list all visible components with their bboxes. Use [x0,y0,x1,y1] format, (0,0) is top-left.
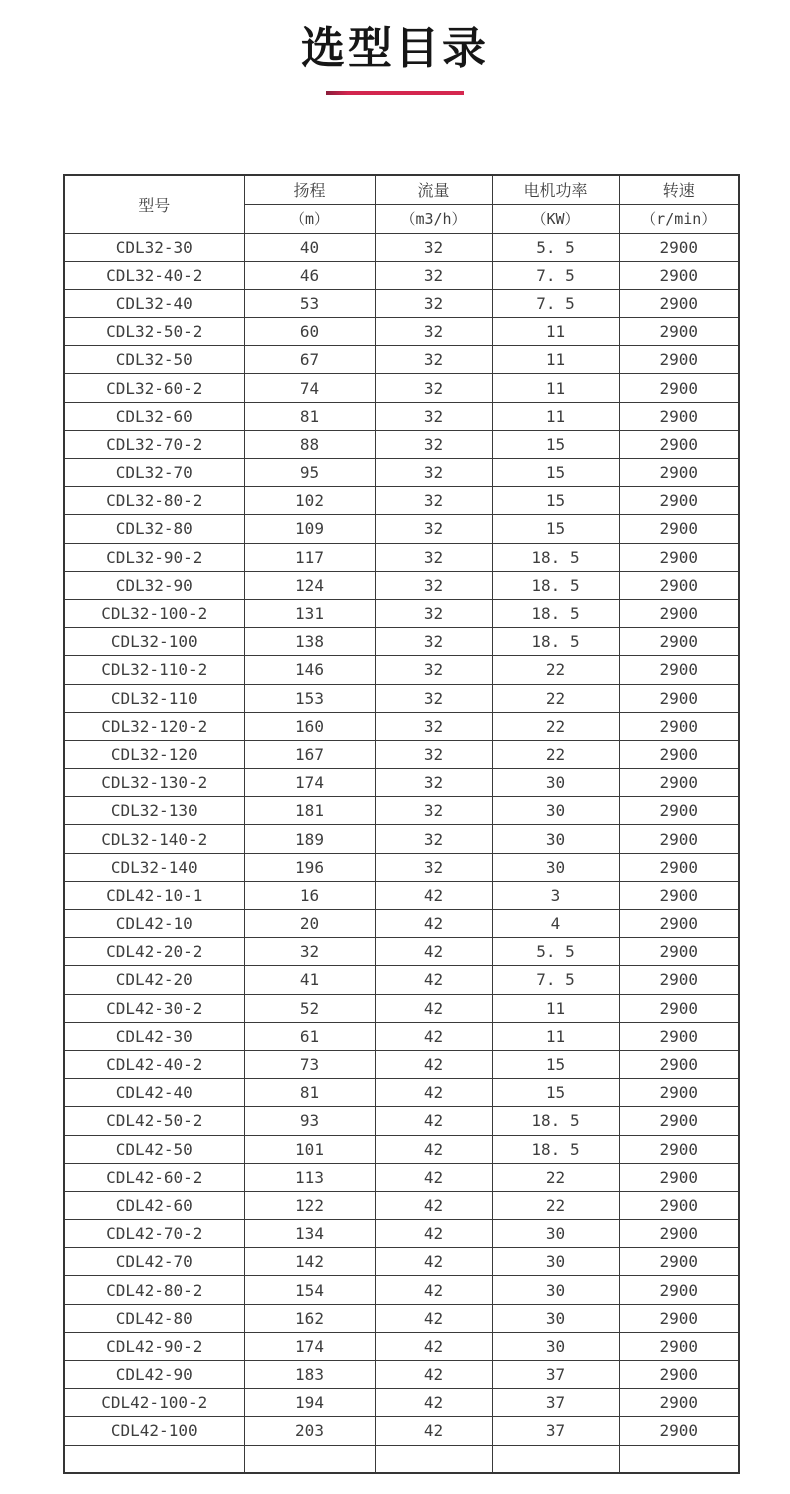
cell-head: 95 [244,459,375,487]
cell-model: CDL42-20-2 [64,938,244,966]
cell-flow: 32 [375,261,492,289]
cell-flow: 32 [375,430,492,458]
cell-flow: 42 [375,1389,492,1417]
cell-flow: 42 [375,1050,492,1078]
cell-model: CDL32-110-2 [64,656,244,684]
cell-speed: 2900 [619,1163,739,1191]
cell-speed: 2900 [619,656,739,684]
cell-speed: 2900 [619,233,739,261]
page-title: 选型目录 [301,24,489,73]
cell-model: CDL42-90 [64,1361,244,1389]
cell-flow: 42 [375,1135,492,1163]
table-row [64,402,739,430]
cell-flow: 42 [375,994,492,1022]
cell-flow: 42 [375,1220,492,1248]
cell-power: 11 [492,318,619,346]
cell-model: CDL32-60-2 [64,374,244,402]
cell-head: 174 [244,769,375,797]
table-row [64,318,739,346]
cell-power: 18. 5 [492,628,619,656]
cell-model: CDL42-60 [64,1191,244,1219]
cell-flow: 42 [375,966,492,994]
cell-speed: 2900 [619,740,739,768]
table-row [64,1220,739,1248]
cell-model: CDL42-100 [64,1417,244,1445]
cell-flow: 42 [375,938,492,966]
cell-head: 189 [244,825,375,853]
cell-power: 30 [492,825,619,853]
cell-flow: 32 [375,571,492,599]
cell-flow: 32 [375,656,492,684]
cell-flow: 42 [375,1304,492,1332]
cell-speed: 2900 [619,853,739,881]
cell-speed: 2900 [619,938,739,966]
title-underline-accent [326,91,464,95]
cell-power: 11 [492,346,619,374]
cell-flow: 32 [375,402,492,430]
cell-speed: 2900 [619,543,739,571]
cell-head: 146 [244,656,375,684]
cell-flow: 42 [375,1107,492,1135]
cell-flow: 42 [375,1248,492,1276]
cell-speed: 2900 [619,1276,739,1304]
cell-power: 37 [492,1389,619,1417]
cell-head: 134 [244,1220,375,1248]
cell-flow: 42 [375,1022,492,1050]
cell-power: 15 [492,487,619,515]
cell-model: CDL42-50 [64,1135,244,1163]
cell-speed: 2900 [619,684,739,712]
cell-power: 30 [492,853,619,881]
table-row [64,853,739,881]
column-header-power: 电机功率 [492,175,619,204]
column-header-speed: 转速 [619,175,739,204]
cell-model: CDL42-100-2 [64,1389,244,1417]
cell-head: 52 [244,994,375,1022]
cell-power: 15 [492,459,619,487]
cell-head: 203 [244,1417,375,1445]
cell-model: CDL32-90 [64,571,244,599]
cell-model: CDL42-50-2 [64,1107,244,1135]
cell-power: 22 [492,656,619,684]
cell-speed: 2900 [619,1417,739,1445]
cell-flow: 32 [375,346,492,374]
table-row [64,1191,739,1219]
cell-head: 81 [244,402,375,430]
cell-head: 73 [244,1050,375,1078]
cell-power: 15 [492,1050,619,1078]
cell-head: 81 [244,1079,375,1107]
table-row [64,966,739,994]
cell-head: 142 [244,1248,375,1276]
cell-model: CDL42-80-2 [64,1276,244,1304]
cell-model: CDL32-100 [64,628,244,656]
column-unit-flow: （m3/h） [375,204,492,233]
cell-power: 5. 5 [492,938,619,966]
cell-power: 30 [492,769,619,797]
cell-head: 67 [244,346,375,374]
cell-head: 138 [244,628,375,656]
cell-model: CDL32-40 [64,289,244,317]
cell-model: CDL32-90-2 [64,543,244,571]
cell-power: 5. 5 [492,233,619,261]
cell-model: CDL32-120-2 [64,712,244,740]
cell-power [492,1445,619,1473]
table-row [64,543,739,571]
cell-power: 37 [492,1361,619,1389]
cell-head: 60 [244,318,375,346]
cell-flow: 42 [375,1191,492,1219]
table-row [64,1389,739,1417]
cell-model: CDL32-60 [64,402,244,430]
table-row [64,1135,739,1163]
cell-power: 7. 5 [492,966,619,994]
cell-speed: 2900 [619,1248,739,1276]
cell-speed: 2900 [619,346,739,374]
cell-head: 162 [244,1304,375,1332]
table-header [64,175,739,233]
cell-flow: 32 [375,289,492,317]
table-row-partial [64,1445,739,1473]
column-header-model: 型号 [64,175,244,233]
cell-flow [375,1445,492,1473]
cell-model: CDL32-70 [64,459,244,487]
cell-head: 160 [244,712,375,740]
cell-power: 18. 5 [492,543,619,571]
table-row [64,712,739,740]
cell-flow: 42 [375,1163,492,1191]
cell-power: 7. 5 [492,261,619,289]
table-row [64,459,739,487]
cell-head: 153 [244,684,375,712]
cell-flow: 42 [375,1276,492,1304]
table-row [64,825,739,853]
table-row [64,1248,739,1276]
cell-model: CDL42-30 [64,1022,244,1050]
cell-speed: 2900 [619,1304,739,1332]
cell-flow: 32 [375,825,492,853]
cell-flow: 42 [375,1417,492,1445]
cell-speed: 2900 [619,910,739,938]
table-row [64,1417,739,1445]
cell-head: 122 [244,1191,375,1219]
cell-model: CDL32-80 [64,515,244,543]
cell-head: 93 [244,1107,375,1135]
cell-model: CDL42-10-1 [64,881,244,909]
cell-speed: 2900 [619,1220,739,1248]
cell-model: CDL32-130 [64,797,244,825]
cell-power: 15 [492,1079,619,1107]
table-body [64,233,739,1473]
table-row [64,1022,739,1050]
cell-speed: 2900 [619,1361,739,1389]
cell-power: 18. 5 [492,1107,619,1135]
cell-speed: 2900 [619,1050,739,1078]
cell-model: CDL32-80-2 [64,487,244,515]
cell-power: 4 [492,910,619,938]
cell-power: 22 [492,1191,619,1219]
table-row [64,1079,739,1107]
cell-flow: 32 [375,487,492,515]
cell-model: CDL32-70-2 [64,430,244,458]
cell-speed: 2900 [619,1191,739,1219]
cell-head: 74 [244,374,375,402]
cell-speed: 2900 [619,1389,739,1417]
cell-speed: 2900 [619,402,739,430]
cell-power: 11 [492,374,619,402]
cell-power: 18. 5 [492,1135,619,1163]
cell-head: 167 [244,740,375,768]
cell-head: 88 [244,430,375,458]
cell-speed: 2900 [619,515,739,543]
table-row [64,910,739,938]
cell-head: 32 [244,938,375,966]
cell-model: CDL32-120 [64,740,244,768]
cell-power: 7. 5 [492,289,619,317]
cell-model: CDL32-100-2 [64,599,244,627]
cell-speed: 2900 [619,374,739,402]
selection-catalog-table [63,174,740,1474]
cell-power: 15 [492,430,619,458]
cell-model: CDL32-140 [64,853,244,881]
cell-head: 154 [244,1276,375,1304]
cell-model: CDL32-140-2 [64,825,244,853]
cell-model: CDL42-40 [64,1079,244,1107]
cell-model: CDL32-40-2 [64,261,244,289]
cell-head: 16 [244,881,375,909]
cell-head: 102 [244,487,375,515]
cell-flow: 32 [375,853,492,881]
cell-power: 18. 5 [492,571,619,599]
table-row [64,994,739,1022]
cell-speed: 2900 [619,1107,739,1135]
table-row [64,571,739,599]
cell-power: 22 [492,740,619,768]
cell-model [64,1445,244,1473]
table-row [64,346,739,374]
cell-speed: 2900 [619,712,739,740]
cell-power: 30 [492,797,619,825]
cell-flow: 42 [375,1361,492,1389]
cell-head: 20 [244,910,375,938]
cell-power: 30 [492,1276,619,1304]
cell-power: 11 [492,994,619,1022]
table-row [64,430,739,458]
cell-power: 30 [492,1332,619,1360]
cell-flow: 32 [375,233,492,261]
cell-model: CDL42-10 [64,910,244,938]
cell-head: 124 [244,571,375,599]
cell-flow: 32 [375,318,492,346]
table-row [64,881,739,909]
column-unit-power: （KW） [492,204,619,233]
table-row [64,684,739,712]
cell-model: CDL42-70-2 [64,1220,244,1248]
table-row [64,769,739,797]
cell-power: 30 [492,1220,619,1248]
cell-flow: 42 [375,1332,492,1360]
cell-model: CDL42-40-2 [64,1050,244,1078]
cell-head: 61 [244,1022,375,1050]
cell-head: 131 [244,599,375,627]
table-row [64,233,739,261]
cell-model: CDL32-50-2 [64,318,244,346]
cell-flow: 42 [375,910,492,938]
cell-flow: 42 [375,1079,492,1107]
cell-flow: 32 [375,684,492,712]
cell-power: 37 [492,1417,619,1445]
cell-speed: 2900 [619,318,739,346]
cell-power: 22 [492,712,619,740]
cell-model: CDL42-60-2 [64,1163,244,1191]
cell-power: 11 [492,1022,619,1050]
cell-speed: 2900 [619,966,739,994]
table-row [64,1163,739,1191]
column-unit-head: （m） [244,204,375,233]
cell-speed: 2900 [619,289,739,317]
table-row [64,599,739,627]
cell-flow: 32 [375,459,492,487]
table-row [64,1361,739,1389]
table-row [64,740,739,768]
cell-model: CDL32-50 [64,346,244,374]
cell-head: 101 [244,1135,375,1163]
cell-power: 22 [492,1163,619,1191]
cell-head: 196 [244,853,375,881]
cell-model: CDL42-80 [64,1304,244,1332]
cell-power: 18. 5 [492,599,619,627]
table-row [64,487,739,515]
cell-speed: 2900 [619,769,739,797]
cell-model: CDL42-30-2 [64,994,244,1022]
cell-flow: 32 [375,797,492,825]
cell-head: 53 [244,289,375,317]
cell-model: CDL32-110 [64,684,244,712]
cell-speed: 2900 [619,994,739,1022]
header-row-names [64,175,739,204]
cell-power: 22 [492,684,619,712]
table-row [64,1276,739,1304]
cell-flow: 32 [375,543,492,571]
cell-model: CDL32-130-2 [64,769,244,797]
column-header-head: 扬程 [244,175,375,204]
column-unit-speed: （r/min） [619,204,739,233]
table-row [64,628,739,656]
table-row [64,797,739,825]
cell-head: 117 [244,543,375,571]
cell-speed: 2900 [619,1135,739,1163]
cell-speed: 2900 [619,1079,739,1107]
cell-speed: 2900 [619,797,739,825]
cell-model: CDL42-20 [64,966,244,994]
cell-speed [619,1445,739,1473]
table-row [64,289,739,317]
cell-head: 113 [244,1163,375,1191]
cell-speed: 2900 [619,430,739,458]
table-row [64,1332,739,1360]
cell-speed: 2900 [619,628,739,656]
cell-flow: 32 [375,599,492,627]
cell-speed: 2900 [619,571,739,599]
cell-power: 30 [492,1248,619,1276]
cell-head: 183 [244,1361,375,1389]
cell-flow: 32 [375,769,492,797]
cell-speed: 2900 [619,487,739,515]
table-row [64,656,739,684]
cell-model: CDL42-90-2 [64,1332,244,1360]
cell-speed: 2900 [619,261,739,289]
cell-power: 11 [492,402,619,430]
table-row [64,261,739,289]
cell-speed: 2900 [619,599,739,627]
cell-power: 3 [492,881,619,909]
cell-head: 181 [244,797,375,825]
table-row [64,515,739,543]
cell-speed: 2900 [619,459,739,487]
cell-speed: 2900 [619,881,739,909]
cell-head: 41 [244,966,375,994]
table-row [64,374,739,402]
cell-flow: 32 [375,712,492,740]
cell-head: 174 [244,1332,375,1360]
cell-flow: 32 [375,740,492,768]
cell-speed: 2900 [619,1332,739,1360]
cell-head: 109 [244,515,375,543]
cell-head: 40 [244,233,375,261]
cell-flow: 32 [375,374,492,402]
table-row [64,1107,739,1135]
cell-model: CDL32-30 [64,233,244,261]
cell-flow: 32 [375,628,492,656]
cell-head [244,1445,375,1473]
cell-head: 194 [244,1389,375,1417]
cell-flow: 42 [375,881,492,909]
cell-head: 46 [244,261,375,289]
cell-power: 15 [492,515,619,543]
table-row [64,1304,739,1332]
cell-flow: 32 [375,515,492,543]
table-row [64,938,739,966]
cell-model: CDL42-70 [64,1248,244,1276]
table-row [64,1050,739,1078]
column-header-flow: 流量 [375,175,492,204]
cell-power: 30 [492,1304,619,1332]
cell-speed: 2900 [619,1022,739,1050]
cell-speed: 2900 [619,825,739,853]
